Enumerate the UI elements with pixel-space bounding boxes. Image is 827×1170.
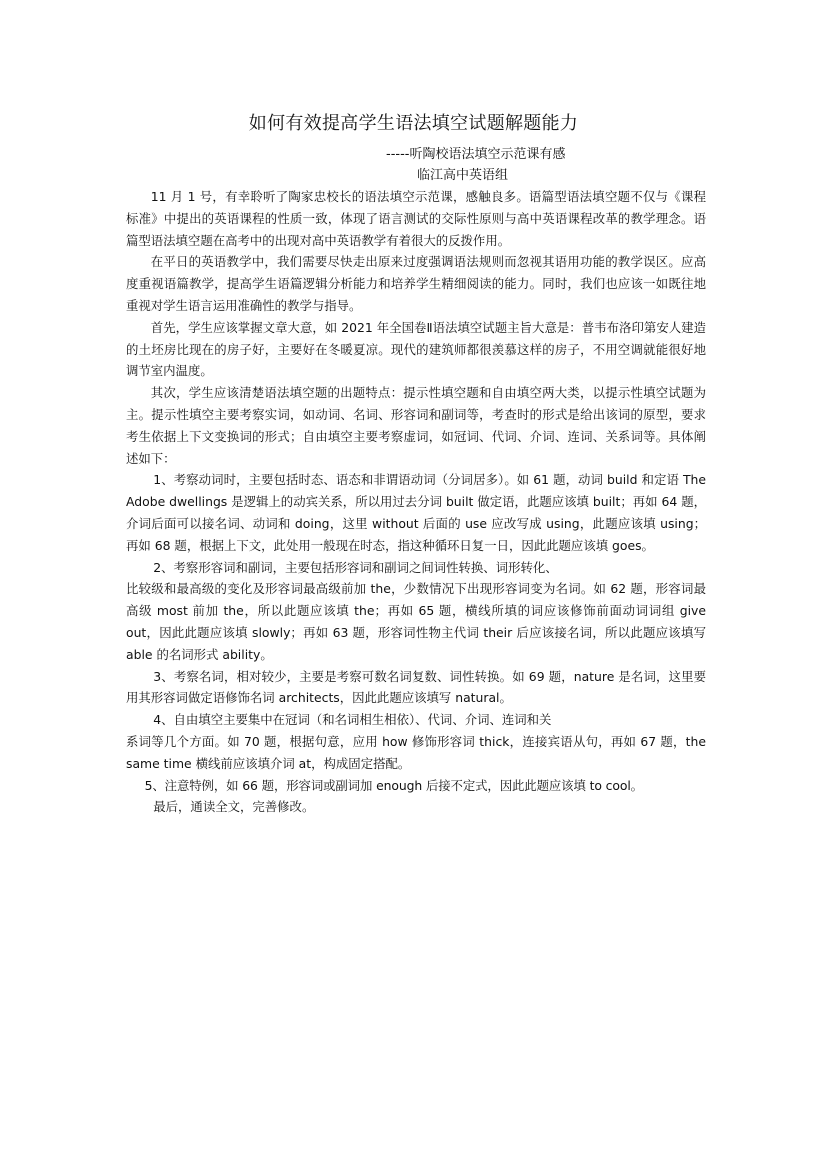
document-title: 如何有效提高学生语法填空试题解题能力 [248, 113, 579, 134]
document-author: 临江高中英语组 [417, 168, 509, 183]
paragraph-second: 其次，学生应该清楚语法填空题的出题特点：提示性填空题和自由填空两大类，以提示性填空试题为主。提示性填空主要考察实词，如动词、名词、形容词和副词等，考查时的形式是给出该词的原型，要求考生依据上下文变换词的形式；自由填空主要考察虚词，如冠词、代词、介词、连词、关系词等。具体阐述如下： [126, 385, 706, 466]
paragraph-final: 最后，通读全文，完善修改。 [153, 799, 315, 815]
paragraph-point-4-head: 4、自由填空主要集中在冠词（和名词相生相依）、代词、介词、连词和关 [153, 712, 552, 728]
paragraph-point-3: 3、考察名词，相对较少，主要是考察可数名词复数、词性转换。如 69 题，nature 是名词，这里要用其形容词做定语修饰名词 architects，因此此题应该填写 natural。 [126, 668, 706, 706]
paragraph-point-2-head: 2、考察形容词和副词，主要包括形容词和副词之间词性转换、词形转化、 [153, 559, 558, 575]
paragraph-first: 首先，学生应该掌握文章大意，如 2021 年全国卷Ⅱ语法填空试题主旨大意是：普韦布洛印第安人建造的土坯房比现在的房子好，主要好在冬暖夏凉。现代的建筑师都很羡慕这样的房子，不用空调就能很好地调节室内温度。 [126, 319, 706, 379]
paragraph-point-1: 1、考察动词时，主要包括时态、语态和非谓语动词（分词居多）。如 61 题，动词 build 和定语 The Adobe dwellings 是逻辑上的动宾关系，所以用过去分词 built 做定语，此题应该填 built；再如 64 题，介词后面可以接名词、动词和 doing，这里 without 后面的 use 应改写成 using，此题应该填 using；再如 68 题，根据上下文，此处用一般现在时态，指这种循环日复一日，因此此题应该填 goes。 [126, 472, 706, 553]
paragraph-point-4-body: 系词等几个方面。如 70 题，根据句意，应用 how 修饰形容词 thick，连接宾语从句，再如 67 题，the same time 横线前应该填介词 at，构成固定搭配。 [126, 733, 706, 771]
document-body [126, 186, 706, 818]
document-subtitle: -----听陶校语法填空示范课有感 [386, 147, 566, 162]
paragraph-intro: 11 月 1 号，有幸聆听了陶家忠校长的语法填空示范课，感触良多。语篇型语法填空题不仅与《课程标准》中提出的英语课程的性质一致，体现了语言测试的交际性原则与高中英语课程改革的教学理念。语篇型语法填空题在高考中的出现对高中英语教学有着很大的反拨作用。 [126, 189, 706, 248]
paragraph-point-2-body: 比较级和最高级的变化及形容词最高级前加 the，少数情况下出现形容词变为名词。如 62 题，形容词最高级 most 前加 the，所以此题应该填 the；再如 65 题，横线所填的词应该修饰前面动词词组 give out，因此此题应该填 slowly；再如 63 题，形容词性物主代词 their 后应该接名词，所以此题应该填写 able 的名词形式 ability。 [126, 581, 706, 662]
paragraph-teaching: 在平日的英语教学中，我们需要尽快走出原来过度强调语法规则而忽视其语用功能的教学误区。应高度重视语篇教学，提高学生语篇逻辑分析能力和培养学生精细阅读的能力。同时，我们也应该一如既往地重视对学生语言运用准确性的教学与指导。 [126, 254, 706, 313]
paragraph-point-5: 5、注意特例，如 66 题，形容词或副词加 enough 后接不定式，因此此题应该填 to cool。 [144, 777, 643, 793]
